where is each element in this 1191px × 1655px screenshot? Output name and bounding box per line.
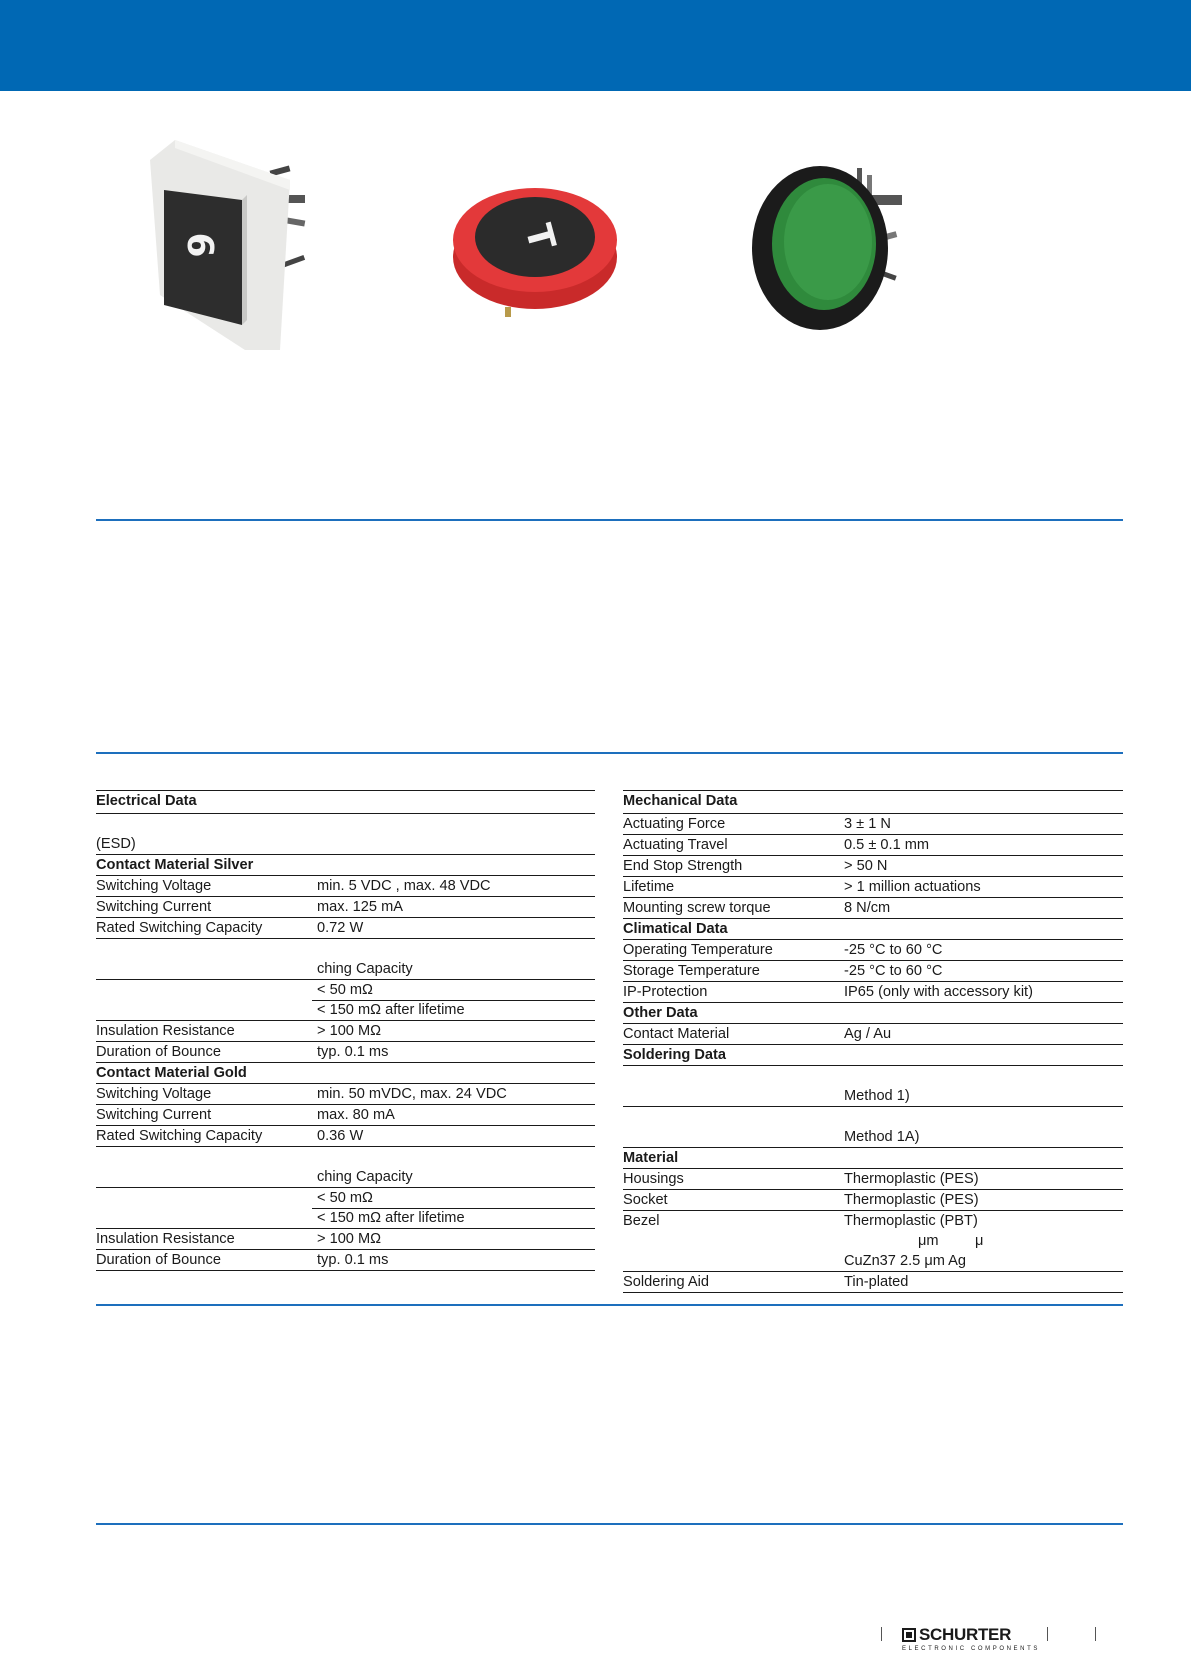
- table-row: Socket Thermoplastic (PES): [623, 1190, 1123, 1211]
- table-row: Rated Switching Capacity 0.36 W: [96, 1126, 595, 1147]
- section-divider: [96, 1523, 1123, 1525]
- table-heading: Soldering Data: [623, 1045, 1123, 1066]
- table-row: End Stop Strength > 50 N: [623, 856, 1123, 877]
- table-row: Insulation Resistance > 100 MΩ: [96, 1021, 595, 1042]
- table-row: Method 1A): [623, 1107, 1123, 1148]
- table-row: IP-Protection IP65 (only with accessory kit): [623, 982, 1123, 1003]
- key-label-t: T: [516, 219, 563, 255]
- footer-separator: [1095, 1627, 1096, 1641]
- table-row: Duration of Bounce typ. 0.1 ms: [96, 1042, 595, 1063]
- table-row: ching Capacity: [96, 939, 595, 980]
- green-round-pushbutton-product: [752, 160, 927, 340]
- key-label-6: 6: [179, 232, 220, 258]
- table-row: [96, 814, 595, 855]
- table-row: Housings Thermoplastic (PES): [623, 1169, 1123, 1190]
- table-heading: Material: [623, 1148, 1123, 1169]
- footer-separator: [881, 1627, 882, 1641]
- table-row: Actuating Force 3 ± 1 N: [623, 814, 1123, 835]
- header-bar: [0, 0, 1191, 91]
- table-row: Rated Switching Capacity 0.72 W: [96, 918, 595, 939]
- red-round-pushbutton-product: [450, 185, 620, 320]
- esd-label: (ESD): [96, 836, 136, 852]
- table-row: Mounting screw torque 8 N/cm: [623, 898, 1123, 919]
- schurter-logo: [902, 1625, 1040, 1652]
- table-heading: Mechanical Data: [623, 790, 1123, 814]
- table-row: < 50 mΩ: [96, 1188, 595, 1208]
- table-row: μm μ CuZn37 2.5 μm Ag: [623, 1231, 1123, 1272]
- table-heading: Climatical Data: [623, 919, 1123, 940]
- table-row: Operating Temperature -25 °C to 60 °C: [623, 940, 1123, 961]
- logo-name: SCHURTER: [919, 1625, 1012, 1644]
- section-divider: [96, 519, 1123, 521]
- electrical-data-table: [96, 790, 595, 1271]
- table-row: < 50 mΩ: [96, 980, 595, 1000]
- table-row: Contact Material Ag / Au: [623, 1024, 1123, 1045]
- table-heading: Electrical Data: [96, 790, 595, 814]
- table-row: < 150 mΩ after lifetime: [96, 1000, 595, 1021]
- logo-tagline: ELECTRONIC COMPONENTS: [902, 1646, 1040, 1652]
- table-row: Switching Current max. 125 mA: [96, 897, 595, 918]
- table-row: Switching Voltage min. 50 mVDC, max. 24 VDC: [96, 1084, 595, 1105]
- table-row: < 150 mΩ after lifetime: [96, 1208, 595, 1229]
- table-row: Actuating Travel 0.5 ± 0.1 mm: [623, 835, 1123, 856]
- table-row: Insulation Resistance > 100 MΩ: [96, 1229, 595, 1250]
- table-row: Soldering Aid Tin-plated: [623, 1272, 1123, 1293]
- table-row: Storage Temperature -25 °C to 60 °C: [623, 961, 1123, 982]
- table-row: Lifetime > 1 million actuations: [623, 877, 1123, 898]
- table-row: Method 1): [623, 1066, 1123, 1107]
- table-heading: Other Data: [623, 1003, 1123, 1024]
- section-divider: [96, 1304, 1123, 1306]
- table-heading: Contact Material Silver: [96, 855, 595, 876]
- footer-separator: [1047, 1627, 1048, 1641]
- section-divider: [96, 752, 1123, 754]
- table-row: Duration of Bounce typ. 0.1 ms: [96, 1250, 595, 1271]
- table-row: Switching Current max. 80 mA: [96, 1105, 595, 1126]
- mechanical-data-table: [623, 790, 1123, 1293]
- table-row: Switching Voltage min. 5 VDC , max. 48 VDC: [96, 876, 595, 897]
- square-pushbutton-product: [150, 140, 320, 355]
- table-row: ching Capacity: [96, 1147, 595, 1188]
- table-row: Bezel Thermoplastic (PBT): [623, 1213, 978, 1229]
- logo-mark-icon: [902, 1628, 916, 1642]
- table-heading: Contact Material Gold: [96, 1063, 595, 1084]
